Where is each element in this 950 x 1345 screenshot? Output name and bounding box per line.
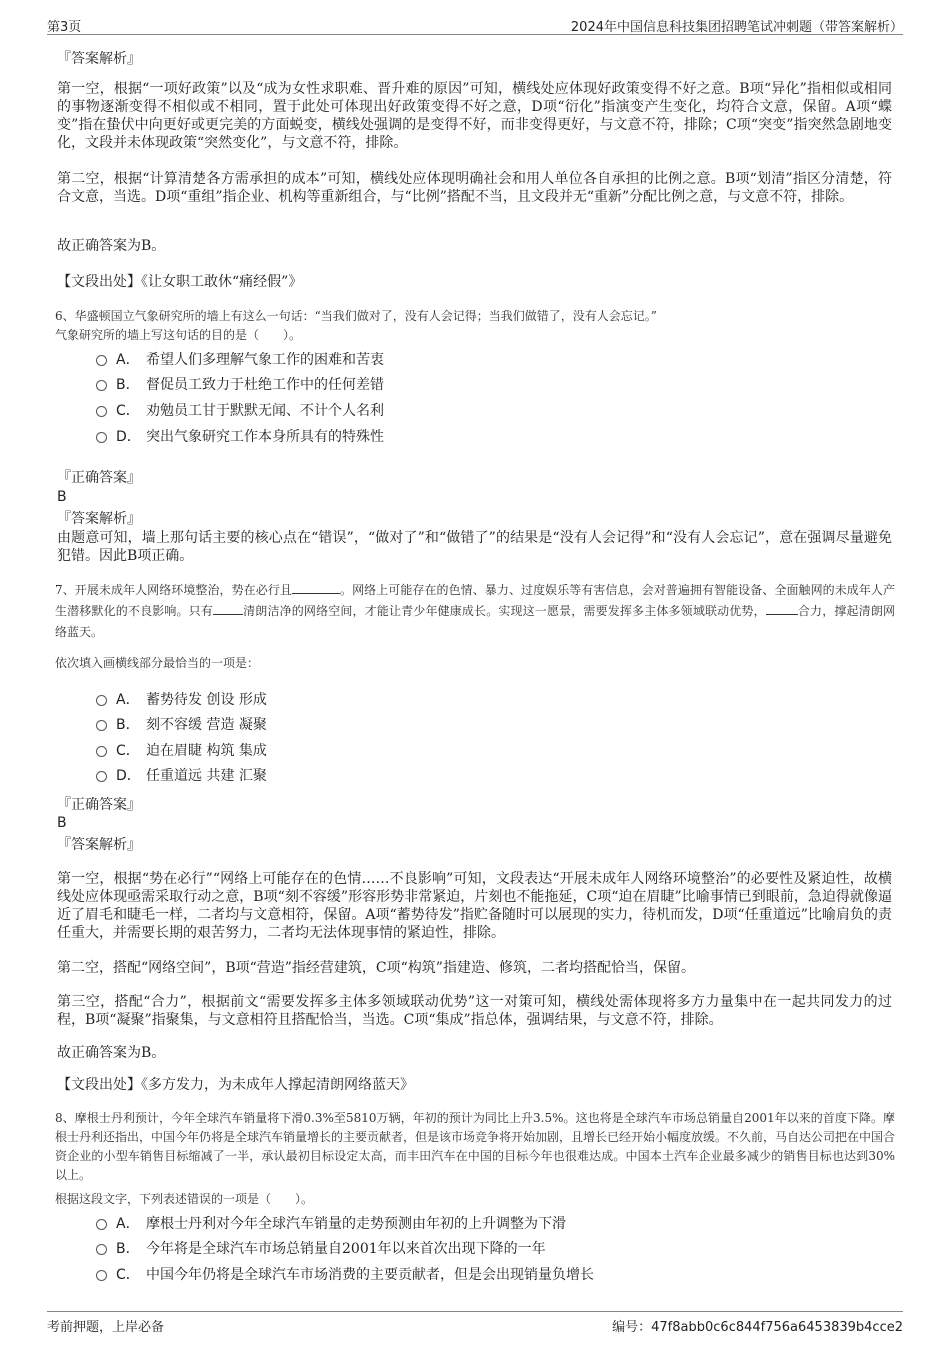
q7-analysis-p2: 第二空，搭配“网络空间”，B项“营造”指经营建筑，C项“构筑”指建造、修筑，二者均搭配恰当，保留。 (57, 960, 695, 976)
q7-stem: 7、开展未成年人网络环境整治，势在必行且 。网络上可能存在的色情、暴力、过度娱乐等有害信息，会对普遍拥有智能设备、全面触网的未成年人产生潜移默化的不良影响。只有 清朗洁净的网络空间，才能让青少年健康成长。实现这一愿景，需要发挥多主体多领域联动优势， 合力，撑起清朗网络蓝天。 (55, 583, 895, 639)
q6-stem (55, 307, 895, 345)
radio-icon[interactable] (96, 1219, 107, 1230)
q7-analysis-label: 『答案解析』 (57, 837, 141, 853)
page-header (47, 14, 903, 35)
blank-3 (766, 614, 798, 615)
q8-prompt: 根据这段文字，下列表述错误的一项是（ ）。 (55, 1192, 314, 1206)
q6-stem-line1: 6、华盛顿国立气象研究所的墙上有这么一句话：“当我们做对了，没有人会记得；当我们做错了，没有人会忘记。” (55, 309, 657, 323)
radio-icon[interactable] (96, 746, 107, 757)
q6-analysis-label: 『答案解析』 (57, 511, 141, 527)
radio-icon[interactable] (96, 406, 107, 417)
q5-analysis-p2: 第二空，根据“计算清楚各方需承担的成本”可知，横线处应体现明确社会和用人单位各自承担的比例之意。B项“划清”指区分清楚，符合文意，当选。D项“重组”指企业、机构等重新组合，与“比例”搭配不当，且文段并无“重新”分配比例之意，与文意不符，排除。 (57, 171, 892, 205)
radio-icon[interactable] (96, 432, 107, 443)
blank-2 (213, 614, 243, 615)
q8-option-c[interactable]: C． 中国今年仍将是全球汽车市场消费的主要贡献者，但是会出现销量负增长 (96, 1267, 950, 1284)
q7-option-a[interactable]: A． 蓄势待发 创设 形成 (96, 692, 950, 709)
radio-icon[interactable] (96, 771, 107, 782)
q6-option-c[interactable]: C． 劝勉员工甘于默默无闻、不计个人名利 (96, 403, 950, 420)
q5-source: 【文段出处】《让女职工敢休“痛经假”》 (57, 274, 303, 290)
footer-serial: 编号：47f8abb0c6c844f756a6453839b4cce2 (612, 1320, 903, 1335)
q6-stem-line2: 气象研究所的墙上写这句话的目的是（ ）。 (55, 328, 302, 342)
blank-1 (292, 593, 340, 594)
q5-conclusion: 故正确答案为B。 (57, 238, 166, 254)
q5-analysis-label: 『答案解析』 (57, 51, 141, 67)
q7-option-b[interactable]: B． 刻不容缓 营造 凝聚 (96, 717, 950, 734)
radio-icon[interactable] (96, 355, 107, 366)
page-footer (47, 1311, 903, 1334)
radio-icon[interactable] (96, 720, 107, 731)
q7-source: 【文段出处】《多方发力，为未成年人撑起清朗网络蓝天》 (57, 1077, 414, 1093)
radio-icon[interactable] (96, 1244, 107, 1255)
q5-analysis-p1: 第一空，根据“一项好政策”以及“成为女性求职难、晋升难的原因”可知，横线处应体现好政策变得不好之意。B项“异化”指相似或相同的事物逐渐变得不相似或不相同，置于此处可体现出好政策变得不好之意，D项“衍化”指演变产生变化，均符合文意，保留。A项“蝶变”指在蛰伏中向更好或更完美的方面蜕变，横线处强调的是变得不好，而非变得更好，与文意不符，排除；C项“突变”指突然急剧地变化，文段并未体现政策“突然变化”，与文意不符，排除。 (57, 81, 892, 151)
q7-prompt: 依次填入画横线部分最恰当的一项是： (55, 656, 260, 670)
q7-correct-label: 『正确答案』 (57, 797, 141, 813)
q7-analysis-p1: 第一空，根据“势在必行”“网络上可能存在的色情……不良影响”可知，文段表达“开展未成年人网络环境整治”的必要性及紧迫性，故横线处应体现亟需采取行动之意，B项“刻不容缓”形容形势非常紧迫，片刻也不能拖延，C项“迫在眉睫”比喻事情已到眼前，急迫得就像逼近了眉毛和睫毛一样，二者均与文意相符，保留。A项“蓄势待发”指贮备随时可以展现的实力，待机而发，D项“任重道远”比喻肩负的责任重大，并需要长期的艰苦努力，二者均无法体现事情的紧迫性，排除。 (57, 871, 892, 941)
radio-icon[interactable] (96, 695, 107, 706)
q6-option-b[interactable]: B． 督促员工致力于杜绝工作中的任何差错 (96, 377, 950, 394)
q7-answer: B (57, 815, 67, 831)
q8-option-b[interactable]: B． 今年将是全球汽车市场总销量自2001年以来首次出现下降的一年 (96, 1241, 950, 1258)
q8-option-a[interactable]: A． 摩根士丹利对今年全球汽车销量的走势预测由年初的上升调整为下滑 (96, 1216, 950, 1233)
q7-option-d[interactable]: D． 任重道远 共建 汇聚 (96, 768, 950, 785)
q7-option-c[interactable]: C． 迫在眉睫 构筑 集成 (96, 743, 950, 760)
q7-conclusion: 故正确答案为B。 (57, 1045, 166, 1061)
page-number: 第3页 (47, 20, 82, 35)
q6-option-d[interactable]: D． 突出气象研究工作本身所具有的特殊性 (96, 429, 950, 446)
q6-correct-label: 『正确答案』 (57, 470, 141, 486)
q6-answer: B (57, 489, 67, 505)
q7-analysis-p3: 第三空，搭配“合力”，根据前文“需要发挥多主体多领域联动优势”这一对策可知，横线处需体现将多方力量集中在一起共同发力的过程，B项“凝聚”指聚集，与文意相符且搭配恰当，当选。C项“集成”指总体，强调结果，与文意不符，排除。 (57, 994, 892, 1028)
q8-stem: 8、摩根士丹利预计，今年全球汽车销量将下滑0.3%至5810万辆，年初的预计为同比上升3.5%。这也将是全球汽车市场总销量自2001年以来的首度下降。摩根士丹利还指出，中国今年仍将是全球汽车销量增长的主要贡献者，但是该市场竞争将开始加剧，且增长已经开始小幅度放缓。不久前，马自达公司把在中国合资企业的小型车销售目标缩减了一半，承认最初目标设定太高，而丰田汽车在中国的目标今年也很难达成。中国本土汽车企业最多减少的销售目标也达到30%以上。 (55, 1111, 896, 1182)
radio-icon[interactable] (96, 1270, 107, 1281)
document-title: 2024年中国信息科技集团招聘笔试冲刺题（带答案解析） (570, 20, 903, 35)
footer-slogan: 考前押题，上岸必备 (47, 1320, 165, 1335)
radio-icon[interactable] (96, 380, 107, 391)
q6-analysis: 由题意可知，墙上那句话主要的核心点在“错误”，“做对了”和“做错了”的结果是“没有人会记得”和“没有人会忘记”，意在强调尽量避免犯错。因此B项正确。 (57, 530, 892, 564)
q6-option-a[interactable]: A． 希望人们多理解气象工作的困难和苦衷 (96, 352, 950, 369)
